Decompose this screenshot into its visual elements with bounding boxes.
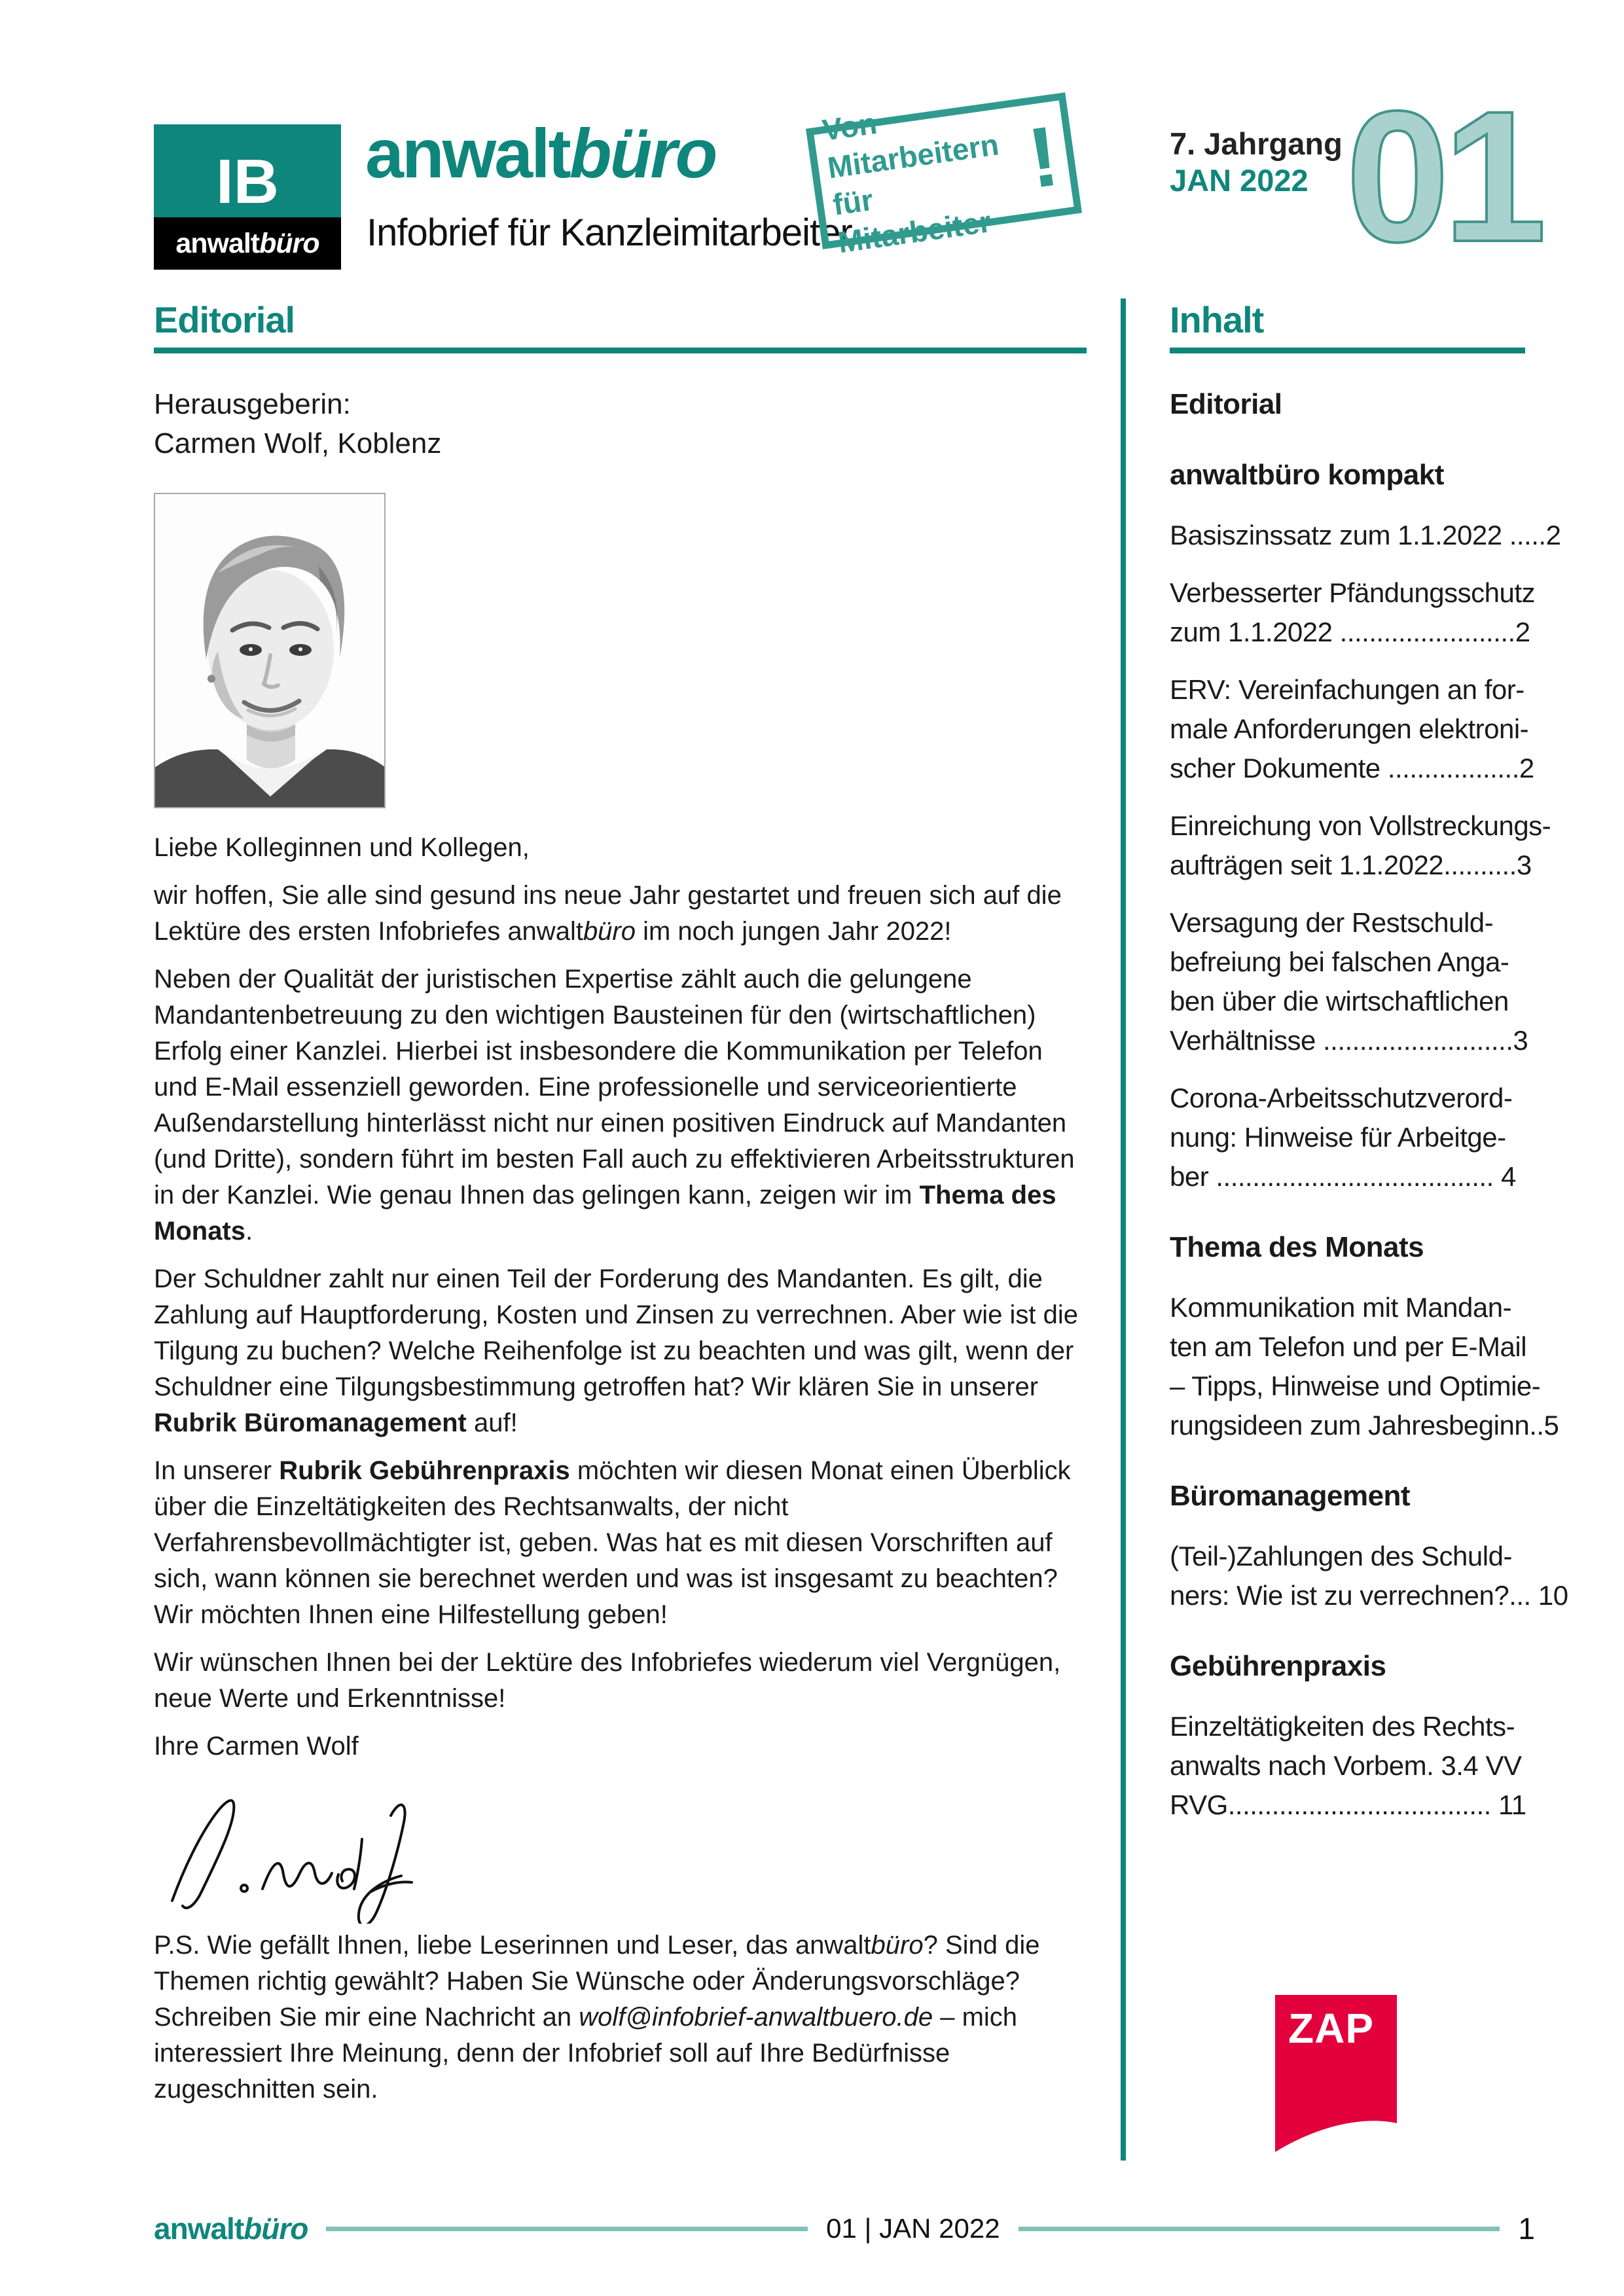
stamp-text: Von Mitarbeitern für Mitarbeiter	[820, 105, 1001, 259]
toc-entry	[1170, 1288, 1559, 1445]
text-run: wolf@infobrief-anwaltbuero.de	[579, 2003, 933, 2032]
text-run: büro	[583, 917, 636, 946]
toc-entry-line: male Anforderungen elektroni-	[1170, 713, 1529, 744]
text-run: im noch jungen Jahr 2022!	[636, 917, 952, 946]
footer-rule-left	[326, 2227, 808, 2231]
toc-entry	[1170, 1079, 1536, 1196]
footer-issue-info: 01 | JAN 2022	[826, 2213, 1000, 2244]
toc-entry	[1170, 1537, 1568, 1615]
publisher-label: Herausgeberin:	[154, 388, 351, 420]
editorial-heading: Editorial	[154, 299, 295, 340]
toc-entry	[1170, 573, 1536, 652]
toc-body	[1170, 385, 1568, 1843]
toc-heading-rule	[1170, 348, 1525, 353]
page-subtitle: Infobrief für Kanzleimitarbeiter	[367, 211, 852, 254]
publisher-block	[154, 385, 441, 463]
editorial-paragraph	[154, 961, 1091, 1249]
text-run: P.S. Wie gefällt Ihnen, liebe Leserinnen und Leser, das anwalt	[154, 1931, 871, 1960]
stamp-badge	[806, 92, 1082, 259]
toc-section-title: Gebührenpraxis	[1170, 1650, 1386, 1682]
text-run: auf!	[466, 1408, 518, 1437]
issue-month: JAN 2022	[1170, 163, 1308, 198]
toc-entry-line: zum 1.1.2022 ........................2	[1170, 617, 1530, 647]
ib-logo	[154, 124, 341, 270]
toc-entry-line: ben über die wirtschaftlichen	[1170, 986, 1509, 1016]
toc-entry-line: ber ...................................... 4	[1170, 1161, 1516, 1192]
editorial-paragraph	[154, 1645, 1091, 1717]
toc-entry-line: Verbesserter Pfändungsschutz	[1170, 577, 1536, 608]
toc-entry-line: Verhältnisse ..........................3	[1170, 1025, 1528, 1056]
toc-section-title: Büromanagement	[1170, 1480, 1411, 1512]
page-title: anwaltbüro	[365, 115, 716, 192]
text-run: ? Sind die Themen richtig gewählt? Haben Sie Wünsche oder Änderungsvorschläge? Schreiben Sie mir eine Nachricht an	[154, 1931, 1040, 2032]
text-run: Rubrik Gebührenpraxis	[279, 1456, 570, 1485]
toc-entry-line: Einreichung von Vollstreckungs-	[1170, 810, 1551, 841]
toc-entry-line: nung: Hinweise für Arbeitge-	[1170, 1122, 1506, 1153]
text-run: möchten wir diesen Monat einen Überblick über die Einzeltätigkeiten des Rechtsanwalts, der nicht Verfahrensbevollmächtigter ist, geben. Was hat es mit diesen Vorschriften auf sich, wann können sie berechnet werden und was ist insgesamt zu beachten? Wir möchten Ihnen eine Hilfestellung geben!	[154, 1456, 1071, 1629]
exclamation-mark-icon: !	[1022, 107, 1064, 206]
toc-heading: Inhalt	[1170, 299, 1264, 340]
toc-entry-line: (Teil-)Zahlungen des Schuld-	[1170, 1541, 1512, 1571]
text-run: Neben der Qualität der juristischen Expertise zählt auch die gelungene Mandantenbetreuung zu den wichtigen Bausteinen für den (wirtschaftlichen) Erfolg einer Kanzlei. Hierbei ist insbesondere die Kommunikation per Telefon und E-Mail essenziell geworden. Eine professionelle und serviceorientierte Außendarstellung hinterlässt nicht nur einen positiven Eindruck auf Mandanten (und Dritte), sondern führt im besten Fall auch zu effektivieren Arbeitsstrukturen in der Kanzlei. Wie genau Ihnen das gelingen kann, zeigen wir im	[154, 965, 1075, 1210]
toc-entry-line: scher Dokumente ..................2	[1170, 753, 1534, 783]
toc-entry	[1170, 903, 1536, 1060]
editorial-heading-rule	[154, 348, 1087, 353]
column-divider	[1121, 298, 1126, 2161]
footer-page-number: 1	[1518, 2212, 1535, 2246]
issue-volume: 7. Jahrgang	[1170, 126, 1343, 161]
text-run: Liebe Kolleginnen und Kollegen,	[154, 833, 530, 862]
page-footer	[154, 2211, 1535, 2246]
signature-drawing	[160, 1776, 442, 1924]
issue-number: 01	[1345, 73, 1540, 281]
text-run: Rubrik Büromanagement	[154, 1408, 467, 1437]
footer-rule-right	[1019, 2227, 1500, 2231]
issue-meta	[1170, 126, 1343, 200]
editorial-paragraph	[154, 1261, 1091, 1441]
editorial-paragraph	[154, 878, 1091, 950]
publisher-name: Carmen Wolf, Koblenz	[154, 427, 442, 459]
toc-entry	[1170, 806, 1551, 885]
text-run: Thema des Monats	[154, 1181, 1056, 1246]
editorial-paragraphs	[154, 830, 1091, 1717]
toc-entry	[1170, 670, 1536, 788]
toc-entry-line: rungsideen zum Jahresbeginn..5	[1170, 1410, 1559, 1441]
ib-logo-initials-text: IB	[216, 147, 279, 217]
toc-entry	[1170, 1707, 1536, 1825]
toc-section-title: anwaltbüro kompakt	[1170, 459, 1444, 491]
editorial-paragraph	[154, 1453, 1091, 1633]
toc-entry-line: ten am Telefon und per E-Mail	[1170, 1331, 1527, 1362]
toc-entry	[1170, 516, 1561, 555]
toc-section-title: Editorial	[1170, 388, 1282, 420]
zap-logo-text: ZAP	[1288, 2005, 1374, 2052]
logo-brand-text: anwaltbüro	[175, 227, 319, 259]
editorial-paragraph	[154, 830, 1091, 866]
text-run: büro	[871, 1931, 924, 1960]
toc-entry-line: RVG.................................... 11	[1170, 1789, 1526, 1820]
toc-entry-line: Basiszinssatz zum 1.1.2022 .....2	[1170, 520, 1561, 550]
text-run: Der Schuldner zahlt nur einen Teil der Forderung des Mandanten. Es gilt, die Zahlung auf Hauptforderung, Kosten und Zinsen zu verrechnen. Aber wie ist die Tilgung zu buchen? Welche Reihenfolge ist zu beachten und was gilt, wenn der Schuldner eine Tilgungsbestimmung getroffen hat? Wir klären Sie in unserer	[154, 1265, 1078, 1401]
portrait-photo	[154, 493, 386, 808]
toc-entry-line: Einzeltätigkeiten des Rechts-	[1170, 1711, 1515, 1742]
zap-logo	[1275, 1995, 1397, 2152]
toc-entry-line: ERV: Vereinfachungen an for-	[1170, 674, 1525, 705]
toc-entry-line: Versagung der Restschuld-	[1170, 907, 1494, 938]
text-run: .	[245, 1217, 253, 1246]
ib-logo-initials	[154, 124, 341, 217]
toc-entry-line: Corona-Arbeitsschutzverord-	[1170, 1083, 1513, 1113]
text-run: – mich interessiert Ihre Meinung, denn der Infobrief soll auf Ihre Bedürfnisse zugeschnitten sein.	[154, 2003, 1018, 2104]
portrait-illustration	[155, 494, 386, 808]
editorial-body	[154, 830, 1091, 2119]
toc-entry-line: anwalts nach Vorbem. 3.4 VV	[1170, 1750, 1522, 1781]
toc-entry-line: aufträgen seit 1.1.2022..........3	[1170, 850, 1532, 880]
ib-logo-brand	[154, 217, 341, 270]
editorial-closing: Ihre Carmen Wolf	[154, 1732, 359, 1761]
footer-brand: anwaltbüro	[154, 2212, 308, 2246]
toc-entry-line: befreiung bei falschen Anga-	[1170, 946, 1509, 977]
toc-entry-line: – Tipps, Hinweise und Optimie-	[1170, 1371, 1541, 1401]
text-run: wir hoffen, Sie alle sind gesund ins neue Jahr gestartet und freuen sich auf die Lektüre des ersten Infobriefes anwalt	[154, 881, 1062, 946]
text-run: Wir wünschen Ihnen bei der Lektüre des Infobriefes wiederum viel Vergnügen, neue Werte und Erkenntnisse!	[154, 1648, 1061, 1713]
text-run: In unserer	[154, 1456, 280, 1485]
toc-entry-line: ners: Wie ist zu verrechnen?... 10	[1170, 1580, 1568, 1611]
toc-entry-line: Kommunikation mit Mandan-	[1170, 1292, 1512, 1323]
signature	[160, 1776, 442, 1924]
ps-paragraph	[154, 1928, 1091, 2108]
toc-section-title: Thema des Monats	[1170, 1231, 1424, 1263]
